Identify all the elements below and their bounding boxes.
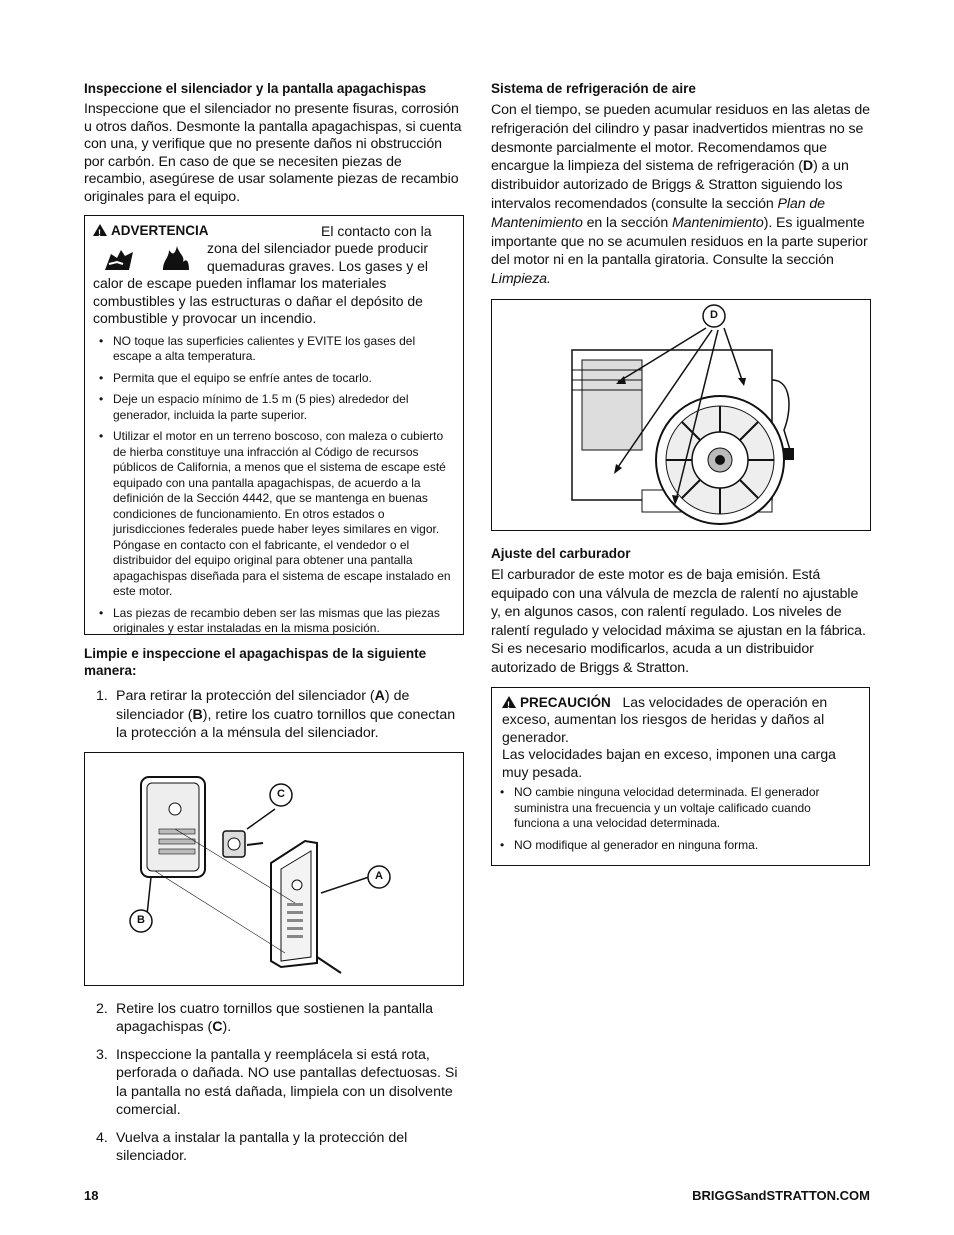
list-item	[105, 429, 455, 600]
text-run: Con el tiempo, se pueden acumular residuos en las aletas de refrigeración del cilindro y pasar inadvertidos mientras no se desmonte parcialmente el motor. Recomendamos que encargue la limpieza del sistema de refrigeración (	[491, 102, 870, 175]
fire-icon	[159, 244, 193, 272]
ref-b: B	[192, 706, 203, 723]
caution-text-2: Las velocidades bajan en exceso, imponen una carga muy pesada.	[502, 746, 836, 780]
step-1	[96, 687, 464, 743]
warning-bullets	[93, 334, 455, 637]
step-number: 3.	[96, 1046, 108, 1063]
caution-box	[491, 687, 870, 867]
text-run: Plan de Mantenimiento	[491, 195, 825, 231]
muffler-body: Inspeccione que el silenciador no presente fisuras, corrosión u otros daños. Desmonte la pantalla apagachispas, si cuenta con una, y verifique que no presente daños ni obstrucción por carbón. En caso de que se necesiten piezas de recambio, asegúrese de usar solamente piezas de recambio originales para el equipo.	[84, 101, 462, 205]
website: BRIGGSandSTRATTON.COM	[692, 1188, 870, 1203]
steps-list-2	[84, 1000, 464, 1166]
callout-c: C	[277, 787, 285, 800]
warning-box	[84, 215, 464, 635]
page-number: 18	[84, 1188, 99, 1203]
warning-triangle-icon	[93, 224, 107, 236]
callout-d: D	[710, 308, 718, 321]
caution-text: Las velocidades de operación en exceso, aumentan los riesgos de heridas y daños al generador.	[502, 693, 828, 745]
step-text: ), retire los cuatro tornillos que conectan la protección a la ménsula del silenciador.	[116, 706, 456, 741]
muffler-figure	[84, 752, 464, 986]
list-item: • NO modifique al generador en ninguna forma.	[506, 838, 859, 854]
clean-heading: Limpie e inspeccione el apagachispas de la siguiente manera:	[84, 646, 427, 678]
list-item: • NO toque las superficies calientes y EVITE los gases del escape a alta temperatura.	[105, 334, 455, 365]
engine-diagram	[492, 300, 869, 529]
step-3	[96, 1046, 464, 1120]
text-run: Limpieza.	[491, 271, 551, 288]
step-text: ) de silenciador (	[116, 688, 410, 723]
text-run: ) a un distribuidor autorizado de Briggs & Stratton siguiendo los intervalos recomendados (consulte la sección	[491, 158, 849, 212]
hot-surface-hand-icon	[103, 244, 137, 272]
ref-c: C	[212, 1019, 223, 1035]
ref-a: A	[374, 688, 385, 704]
callout-b: B	[137, 913, 145, 926]
right-column	[491, 80, 871, 876]
warning-text: El contacto con la zona del silenciador puede producir quemaduras graves. Los gases y el calor de escape pueden inflamar los materiales combustibles y las estructuras o dañar el depósito de combustible y provocar un incendio.	[93, 222, 432, 326]
steps-list-1	[84, 687, 464, 743]
list-item: • NO cambie ninguna velocidad determinada. El generador suministra una frecuencia y un voltaje calificado cuando funciona a una velocidad determinada.	[506, 785, 859, 832]
caution-label: PRECAUCIÓN	[520, 694, 611, 710]
step-text: ).	[222, 1019, 232, 1035]
step-text: Para retirar la protección del silenciador (	[116, 688, 375, 704]
text-run: en la sección	[582, 214, 672, 231]
bullet-part: Utilizar el motor en un terreno boscoso, con maleza o cubierto de hierba constituye una infracción al Código de recursos públicos de California, a menos que el sistema de escape esté equipado con una pantalla apagachispas, de acuerdo a la definición de la Sección 4442, que se mantenga en buenas condiciones de funcionamiento. En otros estados o jurisdicciones federales puede haber leyes similares en vigor.	[113, 429, 446, 536]
step-text: Retire los cuatro tornillos que sostienen la pantalla apagachispas (	[116, 1000, 434, 1035]
step-4	[96, 1129, 464, 1166]
list-item: • Permita que el equipo se enfríe antes de tocarlo.	[105, 371, 455, 387]
list-item: • Las piezas de recambio deben ser las mismas que las piezas originales y estar instaladas en la misma posición.	[105, 606, 455, 637]
step-number: 2.	[96, 1000, 108, 1017]
caution-triangle-icon	[502, 696, 516, 708]
caution-bullets	[502, 785, 859, 853]
muffler-heading: Inspeccione el silenciador y la pantalla apagachispas	[84, 81, 427, 96]
carb-body: El carburador de este motor es de baja emisión. Está equipado con una válvula de mezcla de ralentí no ajustable y, en algunos casos, con ralentí regulado. Los niveles de ralentí regulado y velocidad máxima se ajustan en la fábrica. Si es necesario modificarlos, acuda a un distribuidor autorizado de Briggs & Stratton.	[491, 566, 866, 676]
step-number: 4.	[96, 1129, 108, 1146]
carb-heading: Ajuste del carburador	[491, 545, 631, 561]
left-column	[84, 80, 464, 1175]
step-2	[96, 1000, 464, 1037]
engine-figure	[491, 299, 871, 531]
muffler-diagram	[85, 753, 462, 984]
step-text: Inspeccione la pantalla y reemplácela si está rota, perforada o dañada. NO use pantallas defectuosas. Si la pantalla no está dañada, limpiela con un disolvente comercial.	[116, 1046, 458, 1118]
step-text: Vuelva a instalar la pantalla y la protección del silenciador.	[116, 1129, 408, 1164]
cooling-heading: Sistema de refrigeración de aire	[491, 81, 696, 96]
callout-a: A	[375, 869, 383, 882]
hazard-icons	[103, 244, 193, 272]
list-item: • Deje un espacio mínimo de 1.5 m (5 pies) alrededor del generador, incluida la parte superior.	[105, 392, 455, 423]
text-run: Mantenimiento	[671, 214, 764, 231]
caution-text-1	[502, 694, 859, 747]
bullet-part: Póngase en contacto con el fabricante, el vendedor o el distribuidor del equipo original para obtener una pantalla apagachispas diseñada para el sistema de escape instalado en este motor.	[113, 537, 451, 598]
ref-d: D	[802, 158, 814, 175]
warning-label: ADVERTENCIA	[111, 223, 209, 238]
cooling-body	[491, 101, 871, 289]
step-number: 1.	[96, 688, 108, 704]
text-run: ). Es igualmente importante que no se acumulen residuos en la parte superior del motor ni en la pantalla giratoria. Consulte la sección	[491, 214, 868, 269]
